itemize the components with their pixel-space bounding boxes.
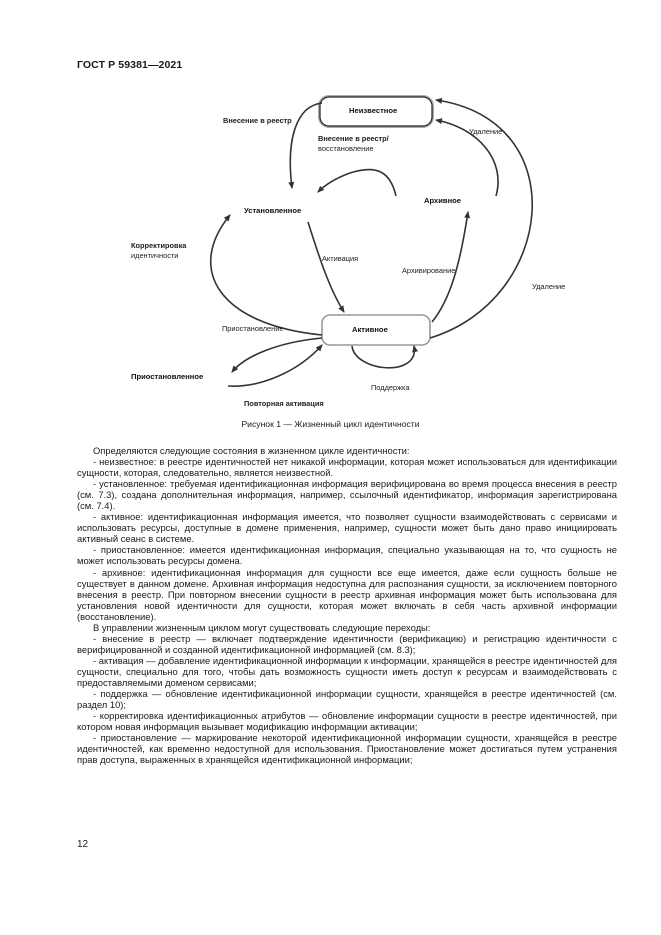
label-activation: Активация [322, 254, 359, 263]
arrow-suspension [232, 338, 322, 372]
paragraph: - активация — добавление идентификационной информации к информации, хранящейся в реестре идентичностей для сущности, специально для того, чтобы дать возможность сущности иметь доступ к ресурсам и взаимодействовать с предоставляемыми доменом сервисами; [77, 654, 617, 688]
label-enroll: Внесение в реестр [223, 116, 292, 125]
label-enroll-restore-2: восстановление [318, 144, 374, 153]
state-suspended: Приостановленное [131, 372, 204, 381]
paragraph: - приостановленное: имеется идентификационная информация, специально указывающая на то, что сущность не может использовать ресурсы домена. [77, 544, 617, 567]
label-archiving: Архивирование [402, 266, 456, 275]
identity-lifecycle-diagram [0, 0, 661, 420]
arrow-reactivation [228, 345, 322, 386]
label-enroll-restore-1: Внесение в реестр/ [318, 134, 389, 143]
arrow-support [352, 346, 414, 368]
state-archived: Архивное [424, 196, 462, 205]
label-suspension: Приостановление [222, 324, 284, 333]
figure-caption: Рисунок 1 — Жизненный цикл идентичности [241, 419, 420, 429]
paragraph: - приостановление — маркирование некоторой идентификационной информации сущности, хранящейся в реестре идентичностей, как временно недоступной для использования. Приостановление может достигаться путем устранения прав доступа, выраженных в хранящейся идентификационной информации; [77, 732, 617, 766]
paragraph: - внесение в реестр — включает подтверждение идентичности (верификацию) и регистрацию идентичности с верифицированной и созданной идентификационной информацией (см. 8.3); [77, 632, 617, 655]
paragraph: - активное: идентификационная информация имеется, что позволяет сущности взаимодействовать с сервисами и использовать ресурсы, доступные в домене применения, например, сущности может быть дано право инициировать активный сеанс в системе. [77, 511, 617, 545]
paragraph: - установленное: требуемая идентификационная информация верифицирована во время процесса внесения в реестр (см. 7.3), создана дополнительная информация, например, ссылочный идентификатор, информация зарегистрирована (см. 7.4). [77, 478, 617, 512]
arrow-enroll-restore [318, 170, 396, 196]
paragraph: В управлении жизненным циклом могут существовать следующие переходы: [93, 621, 431, 633]
paragraph: - корректировка идентификационных атрибутов — обновление информации сущности в реестре идентичностей, при котором новая информация вызывает модификацию информации активации; [77, 710, 617, 733]
document-header: ГОСТ Р 59381—2021 [77, 59, 183, 71]
label-correction-2: идентичности [131, 251, 179, 260]
label-correction-1: Корректировка [131, 241, 187, 250]
state-active: Активное [352, 325, 388, 334]
page-number: 12 [77, 839, 89, 850]
label-support: Поддержка [371, 383, 410, 392]
arrow-correction [211, 215, 322, 335]
label-delete-2: Удаление [532, 282, 566, 291]
label-delete-1: Удаление [469, 127, 503, 136]
body-text [77, 445, 617, 765]
paragraph: - поддержка — обновление идентификационной информации сущности, хранящейся в реестре идентичностей (см. раздел 10); [77, 688, 617, 711]
arrow-activation [308, 222, 344, 312]
state-unknown: Неизвестное [349, 106, 398, 115]
paragraph: - неизвестное: в реестре идентичностей нет никакой информации, которая может использоваться для идентификации сущности, которая, следовательно, является неизвестной. [77, 456, 617, 479]
label-reactivation: Повторная активация [244, 399, 324, 408]
state-established: Установленное [244, 206, 302, 215]
diagram-arrows [0, 0, 661, 420]
paragraph: - архивное: идентификационная информация для сущности все еще имеется, даже если сущность больше не существует в данном домене. Архивная информация недоступна для распознания сущности, за исключением повторного внесения в реестр. При повторном внесении сущности в реестр архивная информация может быть использована для установления новой идентичности для сущности, которая может включать в себя часть архивной информации (восстановление). [77, 566, 617, 622]
paragraph: Определяются следующие состояния в жизненном цикле идентичности: [93, 445, 410, 456]
